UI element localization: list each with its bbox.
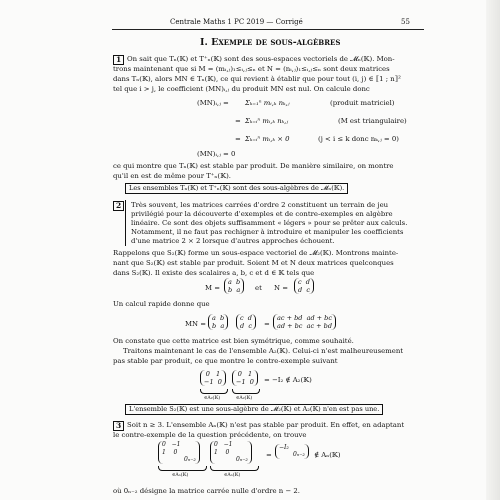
q1-eq-2-note: (M est triangulaire) <box>338 117 407 125</box>
counter-matrix-2: 0 1 −1 0 <box>232 369 258 388</box>
section-numeral: I. <box>200 37 208 48</box>
q2-line-4: On constate que cette matrice est bien symétrique, comme souhaité. <box>113 337 354 345</box>
q3-last-line: où 0ₙ₋₂ désigne la matrice carrée nulle d'ordre n − 2. <box>113 487 300 495</box>
underbrace-label-1: ∈A₂(𝕂) <box>204 396 221 401</box>
q2-conclusion-box: L'ensemble S₂(𝕂) est une sous-algèbre de 𝓜₂(𝕂) et A₂(𝕂) n'en est pas une. <box>125 404 383 415</box>
q1-line-2: trons maintenant que si M = (mᵢ,ⱼ)₁≤ᵢ,ⱼ≤ₙ et N = (nᵢ,ⱼ)₁≤ᵢ,ⱼ≤ₙ sont deux matrices <box>113 65 390 73</box>
matrix-n-label: N = <box>274 284 288 292</box>
block-matrix-2: 0 −1 1 0 0ₙ₋₂ <box>210 441 252 465</box>
q2-remark-2: privilégié pour la découverte d'exemples et de contre-exemples en algèbre <box>131 210 393 218</box>
underbrace-4 <box>210 466 259 471</box>
underbrace-3 <box>158 466 207 471</box>
q1-eq-3-lhs: = <box>235 135 241 143</box>
section-title <box>200 37 340 48</box>
q1-eq-1-lhs: (MN)ᵢ,ⱼ = <box>197 99 229 107</box>
underbrace-1 <box>200 389 228 394</box>
mn-factor-m: a b b a <box>208 313 228 332</box>
counter-matrix-1: 0 1 −1 0 <box>200 369 226 388</box>
question-number-1: 1 <box>113 55 124 65</box>
q2-remark-3: linéaire. Ce sont des objets suffisamment « légers » pour se prêter aux calculs. <box>131 219 408 227</box>
mn-label: MN = <box>185 320 207 328</box>
q1-after-2: qu'il en est de même pour T⁺ₙ(𝕂). <box>113 172 231 180</box>
mn-equals: = <box>264 320 270 328</box>
q3-equals: = <box>266 451 272 459</box>
mn-factor-n: c d d c <box>236 313 256 332</box>
running-title: Centrale Maths 1 PC 2019 — Corrigé <box>170 18 303 26</box>
question-number-3: 3 <box>113 421 124 431</box>
q1-eq-3-rhs: Σₖ₌ᵢⁿ mᵢ,ₖ × 0 <box>245 135 290 143</box>
page-gutter-shadow <box>486 0 500 500</box>
q1-line-1: On sait que Tₙ(𝕂) et T⁺ₙ(𝕂) sont des sous-espaces vectoriels de 𝓜ₙ(𝕂). Mon- <box>127 55 395 63</box>
q1-eq-4: (MN)ᵢ,ⱼ = 0 <box>197 150 236 158</box>
underbrace-label-3: ∈Aₙ(𝕂) <box>172 473 189 478</box>
q1-eq-3-note: (j < i ≤ k donc nₖ,ⱼ = 0) <box>318 135 399 143</box>
q2-line-6: pas stable par produit, ce que montre le contre-exemple suivant <box>113 357 338 365</box>
q1-eq-2-lhs: = <box>235 117 241 125</box>
matrix-m-label: M = <box>205 284 221 292</box>
q2-line-1: Rappelons que S₂(𝕂) forme un sous-espace vectoriel de 𝓜₂(𝕂). Montrons mainte- <box>113 249 399 257</box>
q2-remark-1: Très souvent, les matrices carrées d'ordre 2 constituent un terrain de jeu <box>131 201 389 209</box>
q2-line-3: dans S₂(𝕂). Il existe des scalaires a, b, c et d ∈ 𝕂 tels que <box>113 269 315 277</box>
section-heading: Exemple de sous-algèbres <box>211 37 341 48</box>
q2-remark-4: Notamment, il ne faut pas rechigner à introduire et manipuler les coefficients <box>131 228 404 236</box>
question-number-2: 2 <box>113 201 124 211</box>
underbrace-label-4: ∈Aₙ(𝕂) <box>224 473 241 478</box>
matrix-n: c d d c <box>294 277 314 296</box>
q2-line-5: Traitons maintenant le cas de l'ensemble A₂(𝕂). Celui-ci n'est malheureusement <box>123 347 404 355</box>
counter-result: = −I₂ ∉ A₂(𝕂) <box>264 376 312 384</box>
underbrace-2 <box>232 389 260 394</box>
page-number: 55 <box>401 18 410 26</box>
q1-after-1: ce qui montre que Tₙ(𝕂) est stable par produit. De manière similaire, on montre <box>113 162 394 170</box>
q1-conclusion-box: Les ensembles Tₙ(𝕂) et T⁺ₙ(𝕂) sont des sous-algèbres de 𝓜ₙ(𝕂). <box>125 183 348 194</box>
header-rule <box>112 29 424 30</box>
underbrace-label-2: ∈A₂(𝕂) <box>236 396 253 401</box>
result-block-matrix: −I₂ 0ₙ₋₂ <box>275 441 309 460</box>
and-word: et <box>255 284 262 292</box>
q2-line-2: nant que S₂(𝕂) est stable par produit. Soient M et N deux matrices quelconques <box>113 259 394 267</box>
matrix-mn: ac + bd ad + bc ad + bc ac + bd <box>273 313 336 332</box>
remark-bar <box>125 200 126 246</box>
matrix-m: a b b a <box>224 277 244 296</box>
q3-not-in: ∉ Aₙ(𝕂) <box>314 451 341 459</box>
q3-line-1: Soit n ≥ 3. L'ensemble Aₙ(𝕂) n'est pas stable par produit. En effet, en adaptant <box>127 421 405 429</box>
q3-line-2: le contre-exemple de la question précédente, on trouve <box>113 431 307 439</box>
q1-eq-1-note: (produit matriciel) <box>330 99 395 107</box>
q1-line-4: tel que i > j, le coefficient (MN)ᵢ,ⱼ du produit MN est nul. On calcule donc <box>113 85 370 93</box>
q1-line-3: dans Tₙ(𝕂), alors MN ∈ Tₙ(𝕂), ce qui revient à établir que pour tout (i, j) ∈ ⟦1 ; n⟧² <box>113 75 401 83</box>
q1-eq-2-rhs: Σₖ₌ᵢⁿ mᵢ,ₖ nₖ,ⱼ <box>245 117 289 125</box>
block-matrix-1: 0 −1 1 0 0ₙ₋₂ <box>158 441 200 465</box>
q1-eq-1-rhs: Σₖ₌₁ⁿ mᵢ,ₖ nₖ,ⱼ <box>245 99 290 107</box>
q2-calc-text: Un calcul rapide donne que <box>113 300 210 308</box>
q2-remark-5: d'une matrice 2 × 2 lorsque d'autres approches échouent. <box>131 237 335 245</box>
